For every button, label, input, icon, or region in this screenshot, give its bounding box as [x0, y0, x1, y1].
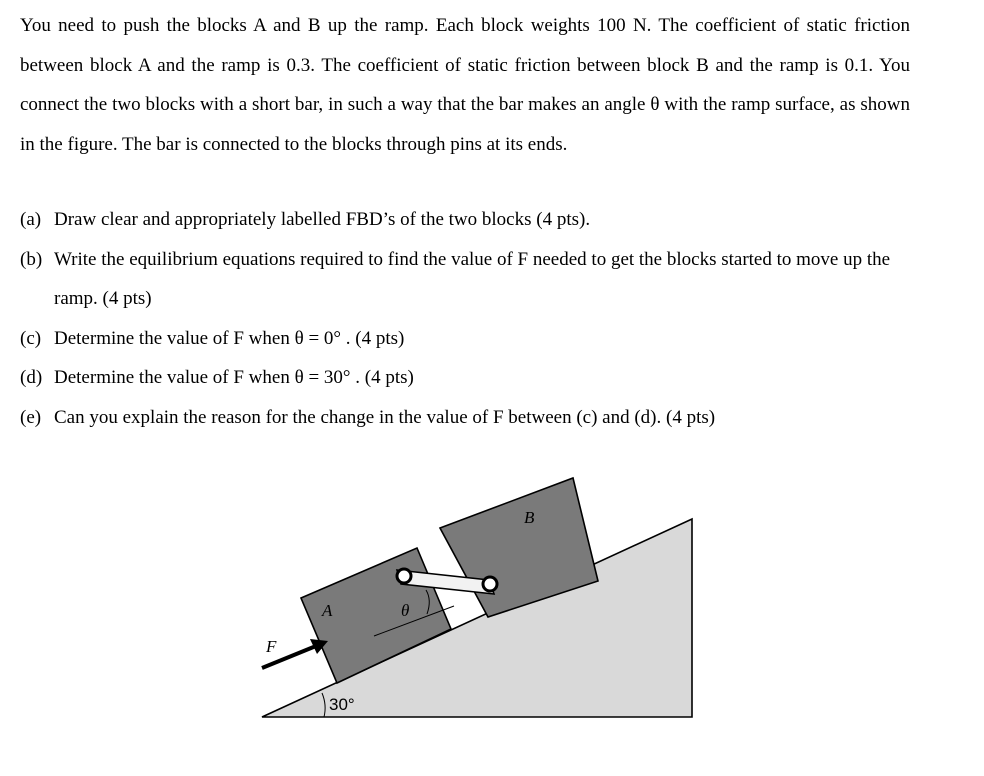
ramp-angle-label: 30° — [329, 695, 355, 714]
part-d-label: (d) — [20, 367, 43, 388]
part-c — [20, 319, 910, 359]
problem-statement — [20, 6, 910, 164]
part-a — [20, 200, 910, 240]
ramp-diagram — [250, 470, 710, 730]
part-d-text: Determine the value of F when θ = 30° . (4 pts) — [54, 367, 414, 388]
part-b-label: (b) — [20, 248, 43, 270]
theta-label: θ — [401, 601, 410, 620]
part-e-label: (e) — [20, 406, 42, 428]
part-a-text: Draw clear and appropriately labelled FBD’s of the two blocks (4 pts). — [54, 209, 591, 230]
problem-statement-text: You need to push the blocks A and B up the ramp. Each block weights 100 N. The coefficient of static friction between block A and the ramp is 0.3. The coefficient of static friction between block B and the ramp is 0.1. You connect the two blocks with a short bar, in such a way that the bar makes an angle θ with the ramp surface, as shown in the figure. The bar is connected to the blocks through pins at its ends. — [20, 15, 910, 155]
part-d — [20, 358, 910, 398]
force-label: F — [266, 637, 277, 656]
block-b-label: B — [524, 508, 535, 527]
part-b — [20, 240, 910, 319]
pin-b — [483, 577, 497, 591]
pin-a — [397, 569, 411, 583]
part-b-text: Write the equilibrium equations required to find the value of F needed to get the blocks started to move up the ramp. (4 pts) — [54, 248, 891, 309]
question-parts — [20, 200, 910, 437]
part-c-label: (c) — [20, 327, 42, 349]
part-e-text: Can you explain the reason for the change in the value of F between (c) and (d). (4 pts) — [54, 406, 716, 428]
block-a-label: A — [322, 601, 333, 620]
part-c-text: Determine the value of F when θ = 0° . (4 pts) — [54, 327, 405, 349]
part-a-label: (a) — [20, 209, 42, 230]
part-e — [20, 398, 910, 438]
ramp-figure — [250, 470, 710, 730]
